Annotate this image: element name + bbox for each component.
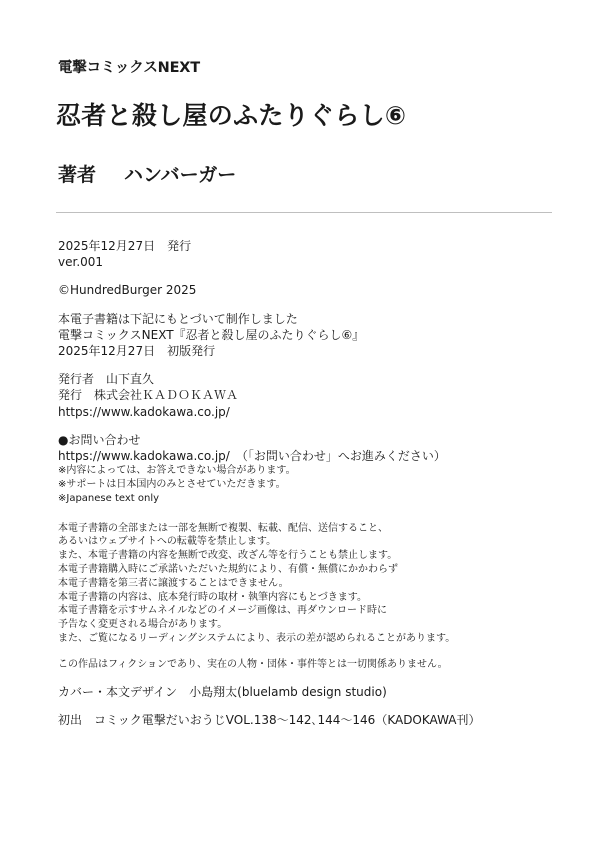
publisher-line: 発行者 山下直久 [58,372,155,387]
inquiry-url: https://www.kadokawa.co.jp/ （「お問い合わせ」へお進みください） [58,449,446,464]
inquiry-info [58,432,558,506]
author-line [58,160,236,187]
legal-notice [58,522,558,646]
basis-info [58,311,558,360]
legal-line: 本電子書籍を示すサムネイルなどのイメージ画像は、再ダウンロード時に [58,605,387,617]
divider [56,212,552,213]
legal-line: また、本電子書籍の内容を無断で改変、改ざん等を行うことも禁止します。 [58,550,398,562]
book-title: 忍者と殺し屋のふたりぐらし⑥ [56,101,407,130]
imprint-label: 電撃コミックスNEXT [58,60,200,76]
publication-info [58,238,558,270]
legal-line: 本電子書籍を第三者に譲渡することはできません。 [58,577,289,589]
legal-line: 予告なく変更される場合があります。 [58,619,228,631]
basis-line: 本電子書籍は下記にもとづいて制作しました [58,311,298,326]
legal-line: 本電子書籍の内容は、底本発行時の取材・執筆内容にもとづきます。 [58,591,367,603]
copyright: ©HundredBurger 2025 [58,283,197,298]
legal-line: 本電子書籍購入時にご承諾いただいた規約により、有償・無償にかかわらず [58,564,398,576]
inquiry-heading: ●お問い合わせ [58,432,141,447]
basis-line: 2025年12月27日 初版発行 [58,344,216,359]
colophon-body [58,238,558,728]
publication-date: 2025年12月27日 発行 [58,239,192,253]
fiction-notice: この作品はフィクションであり、実在の人物・団体・事件等とは一切関係ありません。 [58,658,448,670]
publisher-url: https://www.kadokawa.co.jp/ [58,404,230,419]
publisher-info [58,371,558,420]
legal-line: あるいはウェブサイトへの転載等を禁止します。 [58,536,277,548]
publisher-line: 発行 株式会社ＫＡＤＯＫＡＷＡ [58,388,239,403]
basis-line: 電撃コミックスNEXT『忍者と殺し屋のふたりぐらし⑥』 [58,327,365,342]
legal-line: 本電子書籍の全部または一部を無断で複製、転載、配信、送信すること、 [58,522,388,534]
first-appearance: 初出 コミック電撃だいおうじVOL.138〜142､144〜146（KADOKAWA刊） [58,712,481,727]
author-label: 著者 [58,164,97,186]
version: ver.001 [58,255,104,270]
design-credit: カバー・本文デザイン 小島翔太(bluelamb design studio) [58,684,387,699]
inquiry-note: ※サポートは日本国内のみとさせていただきます。 [58,479,286,491]
inquiry-note: ※内容によっては、お答えできない場合があります。 [58,465,296,477]
inquiry-note: ※Japanese text only [58,492,160,504]
legal-line: また、ご覧になるリーディングシステムにより、表示の差が認められることがあります。 [58,633,456,644]
author-name: ハンバーガー [124,164,237,186]
